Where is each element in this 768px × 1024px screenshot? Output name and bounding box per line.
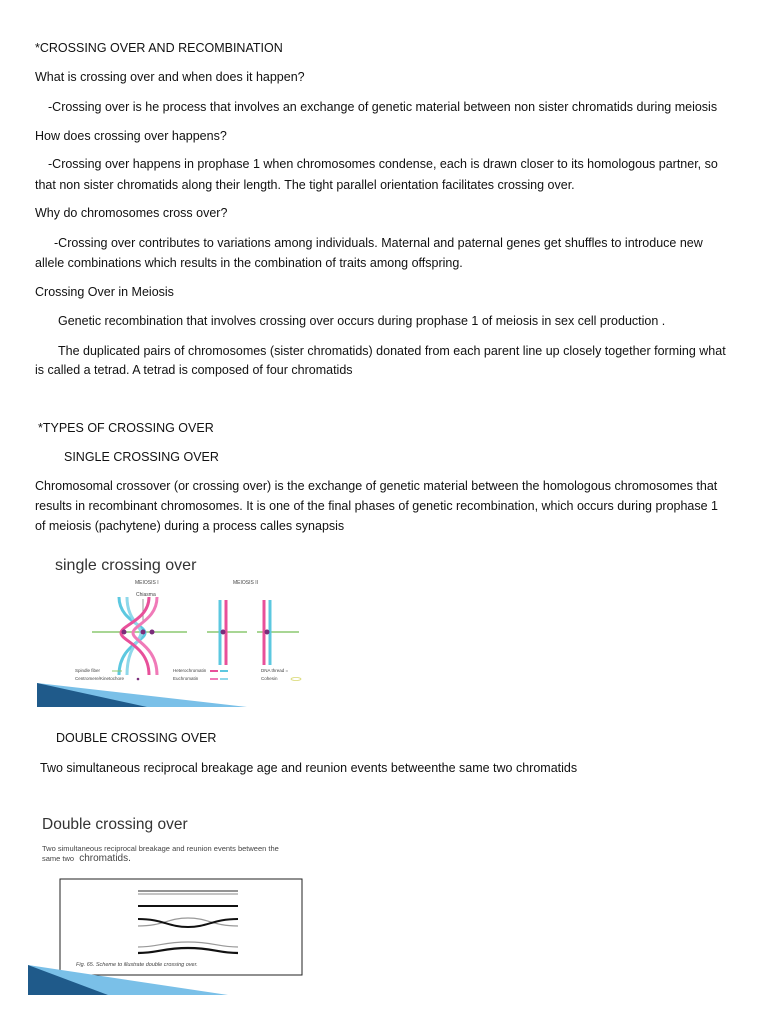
- answer-what-is-crossing-over: -Crossing over is he process that involves an exchange of genetic material between non sister chromatids during meiosis: [48, 100, 718, 114]
- figure-double-crossing-over: [28, 803, 344, 995]
- figure-double-subtitle-line-2b: chromatids.: [79, 853, 131, 864]
- figure-single-crossing-over: [37, 545, 340, 707]
- subheading-single-crossing-over: SINGLE CROSSING OVER: [64, 450, 219, 464]
- answer-how-line-2: that non sister chromatids along their length. The tight parallel orientation facilitates crossing over.: [35, 178, 575, 192]
- figure-double-subtitle-line-1: Two simultaneous reciprocal breakage and reunion events between the: [42, 844, 279, 853]
- question-why-cross-over: Why do chromosomes cross over?: [35, 206, 228, 220]
- single-paragraph-line-3: of meiosis (pachytene) during a process calles synapsis: [35, 519, 345, 533]
- svg-text:same two chromatids.: [42, 853, 131, 864]
- legend-cohesin: Cohesin: [261, 676, 278, 681]
- question-how-crossing-over: How does crossing over happens?: [35, 129, 227, 143]
- question-what-is-crossing-over: What is crossing over and when does it happen?: [35, 70, 305, 84]
- subheading-double-crossing-over: DOUBLE CROSSING OVER: [56, 731, 217, 745]
- figure-single-title: single crossing over: [55, 557, 197, 574]
- answer-why-line-2: allele combinations which results in the combination of traits among offspring.: [35, 256, 463, 270]
- figure-double-title: Double crossing over: [42, 816, 188, 833]
- paragraph-tetrad-line-1: The duplicated pairs of chromosomes (sister chromatids) donated from each parent line up closely together forming what: [58, 344, 726, 358]
- legend-centromere: Centromere/Kinetochore: [75, 676, 125, 681]
- single-paragraph-line-2: results in recombinant chromosomes. It is one of the final phases of genetic recombination, which occurs during prophase 1: [35, 499, 719, 513]
- answer-why-line-1: -Crossing over contributes to variations among individuals. Maternal and paternal genes get shuffles to introduce new: [54, 236, 703, 250]
- figure-single-chiasma-label: Chiasma: [136, 592, 156, 598]
- single-paragraph-line-1: Chromosomal crossover (or crossing over) is the exchange of genetic material between the homologous chromosomes that: [35, 479, 718, 493]
- legend-dna-thread: DNA thread =: [261, 668, 289, 673]
- figure-double-caption: Fig. 65. Scheme to illustrate double crossing over.: [76, 962, 198, 968]
- section-heading-crossing-over: *CROSSING OVER AND RECOMBINATION: [35, 41, 283, 55]
- figure-double-subtitle-line-2a: same two: [42, 854, 75, 863]
- paragraph-tetrad-line-2: is called a tetrad. A tetrad is composed of four chromatids: [35, 363, 353, 377]
- figure-single-meiosis1: MEIOSIS I: [135, 580, 159, 586]
- meiosis1-chromosomes: [119, 597, 157, 675]
- section-heading-types: *TYPES OF CROSSING OVER: [38, 421, 214, 435]
- double-paragraph-line-1: Two simultaneous reciprocal breakage age and reunion events betweenthe same two chromatids: [40, 761, 578, 775]
- answer-how-line-1: -Crossing over happens in prophase 1 when chromosomes condense, each is drawn closer to its homologous partner, so: [48, 157, 718, 171]
- figure-single-legend: [75, 668, 301, 681]
- figure-single-banner: [37, 683, 247, 707]
- figure-single-meiosis2: MEIOSIS II: [233, 580, 259, 586]
- paragraph-genetic-recombination: Genetic recombination that involves crossing over occurs during prophase 1 of meiosis in sex cell production .: [58, 314, 666, 328]
- legend-spindle: Spindle fiber: [75, 668, 101, 673]
- legend-euchromatin: Euchromatin: [173, 676, 199, 681]
- legend-heterochromatin: Heterochromatin: [173, 668, 207, 673]
- subheading-crossing-over-in-meiosis: Crossing Over in Meiosis: [35, 285, 174, 299]
